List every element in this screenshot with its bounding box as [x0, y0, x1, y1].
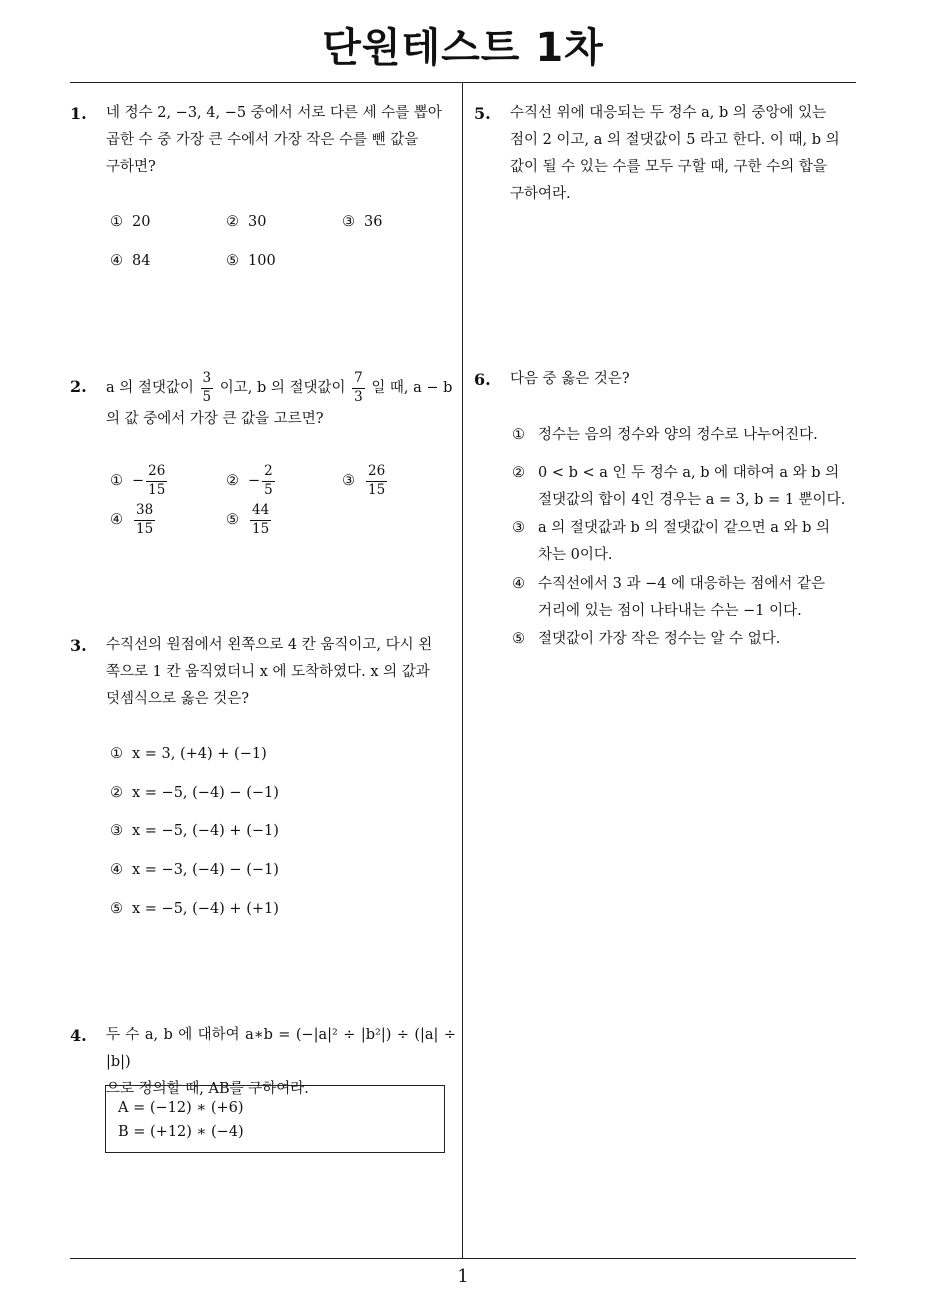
- numerator: 26: [366, 465, 387, 482]
- q6-choice-2[interactable]: [512, 460, 852, 514]
- choice-mark: ②: [110, 785, 123, 801]
- question-line: 곱한 수 중 가장 큰 수에서 가장 작은 수를 뺀 값을: [106, 132, 419, 148]
- column-divider: [462, 83, 463, 1258]
- question-line: 으로 정의할 때, AB를 구하여라.: [106, 1081, 309, 1097]
- q1-choice-5[interactable]: [226, 253, 276, 269]
- choice-text: a 의 절댓값과 b 의 절댓값이 같으면 a 와 b 의: [538, 520, 831, 536]
- choice-mark: ④: [110, 512, 123, 528]
- q1-choice-3[interactable]: [342, 214, 382, 230]
- question-line: 다음 중 옳은 것은?: [510, 371, 630, 387]
- numerator: 2: [262, 465, 275, 482]
- question-text: [106, 372, 456, 434]
- choice-mark: ⑤: [110, 901, 123, 917]
- question-line: 구하면?: [106, 159, 156, 175]
- choice-sign: −: [132, 473, 145, 489]
- fraction: [262, 465, 275, 497]
- denominator: 5: [202, 388, 212, 405]
- choice-mark: ④: [110, 253, 123, 269]
- question-number: 3.: [70, 636, 87, 655]
- choice-text: x = −5, (−4) + (−1): [132, 823, 279, 839]
- fraction: [134, 504, 155, 536]
- box-line: A = (−12) ∗ (+6): [118, 1100, 244, 1116]
- fraction: [250, 504, 271, 536]
- q2-choice-2[interactable]: [226, 465, 277, 497]
- bottom-rule: [70, 1258, 856, 1259]
- question-number: 5.: [474, 104, 491, 123]
- question-line: 두 수 a, b 에 대하여 a∗b = (−|a|² ÷ |b²|) ÷ (|a| ÷ |b|): [106, 1027, 456, 1070]
- denominator: 15: [368, 481, 386, 498]
- fraction: [201, 372, 214, 404]
- question-line: 점이 2 이고, a 의 절댓값이 5 라고 한다. 이 때, b 의: [510, 132, 840, 148]
- choice-mark: ④: [110, 862, 123, 878]
- question-number: 1.: [70, 104, 87, 123]
- question-line: 덧셈식으로 옳은 것은?: [106, 691, 250, 707]
- question-number: 2.: [70, 377, 87, 396]
- q6-choice-3[interactable]: [512, 515, 852, 569]
- definition-box: [105, 1085, 445, 1153]
- choice-text: x = 3, (+4) + (−1): [132, 746, 267, 762]
- choice-text: 차는 0이다.: [538, 547, 613, 563]
- question-number: 4.: [70, 1026, 87, 1045]
- numerator: 44: [250, 504, 271, 521]
- top-rule: [70, 82, 856, 83]
- question-line: [106, 372, 456, 404]
- choice-mark: ①: [110, 214, 123, 230]
- q6-choice-5[interactable]: [512, 626, 852, 653]
- denominator: 5: [264, 481, 273, 498]
- denominator: 3: [354, 388, 363, 405]
- denominator: 15: [136, 520, 154, 537]
- choice-text: 정수는 음의 정수와 양의 정수로 나누어진다.: [538, 427, 818, 443]
- question-2: [70, 372, 456, 434]
- numerator: 7: [352, 372, 365, 389]
- question-number: 6.: [474, 370, 491, 389]
- q2-choice-3[interactable]: [342, 465, 389, 497]
- question-text: [106, 632, 456, 713]
- choice-text: 36: [364, 214, 383, 230]
- denominator: 15: [148, 481, 166, 498]
- question-text-part: 일 때, a − b: [371, 380, 453, 396]
- q3-choice-4[interactable]: [110, 862, 279, 878]
- choice-text: 절댓값의 합이 4인 경우는 a = 3, b = 1 뿐이다.: [538, 492, 846, 508]
- choice-mark: ③: [342, 214, 355, 230]
- question-3: [70, 632, 456, 713]
- choice-mark: ①: [512, 427, 525, 443]
- question-1: [70, 100, 456, 181]
- choice-text: 30: [248, 214, 267, 230]
- page-number: 1: [457, 1266, 469, 1287]
- question-line: 값이 될 수 있는 수를 모두 구할 때, 구한 수의 합을: [510, 159, 827, 175]
- question-line: 구하여라.: [510, 186, 571, 202]
- question-line: 네 정수 2, −3, 4, −5 중에서 서로 다른 세 수를 뽑아: [106, 105, 442, 121]
- q3-choice-1[interactable]: [110, 746, 267, 762]
- choice-text: 84: [132, 253, 151, 269]
- choice-text: 0 < b < a 인 두 정수 a, b 에 대하여 a 와 b 의: [538, 465, 840, 481]
- question-text-part: a 의 절댓값이: [106, 380, 194, 396]
- denominator: 15: [252, 520, 270, 537]
- choice-mark: ②: [226, 473, 239, 489]
- choice-mark: ③: [110, 823, 123, 839]
- choice-mark: ①: [110, 473, 123, 489]
- choice-sign: −: [248, 473, 261, 489]
- question-text: [510, 100, 858, 208]
- choice-mark: ⑤: [226, 512, 239, 528]
- q1-choice-1[interactable]: [110, 214, 150, 230]
- choice-text: 절댓값이 가장 작은 정수는 알 수 없다.: [538, 631, 781, 647]
- q6-choice-1[interactable]: [512, 422, 852, 449]
- choice-mark: ②: [512, 465, 525, 481]
- choice-text: x = −3, (−4) − (−1): [132, 862, 279, 878]
- question-text-part: 이고, b 의 절댓값이: [219, 380, 346, 396]
- page-title: 단원테스트 1차: [322, 25, 604, 71]
- q2-choice-5[interactable]: [226, 504, 273, 536]
- numerator: 3: [201, 372, 214, 389]
- question-line: 의 값 중에서 가장 큰 값을 고르면?: [106, 411, 324, 427]
- choice-mark: ⑤: [512, 631, 525, 647]
- choice-text: 20: [132, 214, 151, 230]
- numerator: 26: [146, 465, 167, 482]
- choice-text: 수직선에서 3 과 −4 에 대응하는 점에서 같은: [538, 576, 825, 592]
- box-line: B = (+12) ∗ (−4): [118, 1124, 244, 1140]
- choice-text: x = −5, (−4) − (−1): [132, 785, 279, 801]
- fraction: [352, 372, 365, 404]
- choice-mark: ②: [226, 214, 239, 230]
- question-6: [474, 366, 858, 393]
- q1-choice-4[interactable]: [110, 253, 150, 269]
- choice-text: 거리에 있는 점이 나타내는 수는 −1 이다.: [538, 603, 802, 619]
- question-text: [510, 366, 858, 393]
- question-line: 쪽으로 1 칸 움직였더니 x 에 도착하였다. x 의 값과: [106, 664, 430, 680]
- q3-choice-3[interactable]: [110, 823, 279, 839]
- question-line: 수직선의 원점에서 왼쪽으로 4 칸 움직이고, 다시 왼: [106, 637, 433, 653]
- choice-mark: ④: [512, 576, 525, 592]
- numerator: 38: [134, 504, 155, 521]
- choice-mark: ③: [512, 520, 525, 536]
- q6-choice-4[interactable]: [512, 571, 852, 625]
- q2-choice-4[interactable]: [110, 504, 157, 536]
- q1-choice-2[interactable]: [226, 214, 266, 230]
- q2-choice-1[interactable]: [110, 465, 169, 497]
- choice-mark: ①: [110, 746, 123, 762]
- question-text: [106, 100, 456, 181]
- question-5: [474, 100, 858, 208]
- fraction: [146, 465, 167, 497]
- choice-text: x = −5, (−4) + (+1): [132, 901, 279, 917]
- q3-choice-5[interactable]: [110, 901, 279, 917]
- choice-text: 100: [248, 253, 276, 269]
- fraction: [366, 465, 387, 497]
- question-line: 수직선 위에 대응되는 두 정수 a, b 의 중앙에 있는: [510, 105, 827, 121]
- q3-choice-2[interactable]: [110, 785, 279, 801]
- choice-mark: ⑤: [226, 253, 239, 269]
- choice-mark: ③: [342, 473, 355, 489]
